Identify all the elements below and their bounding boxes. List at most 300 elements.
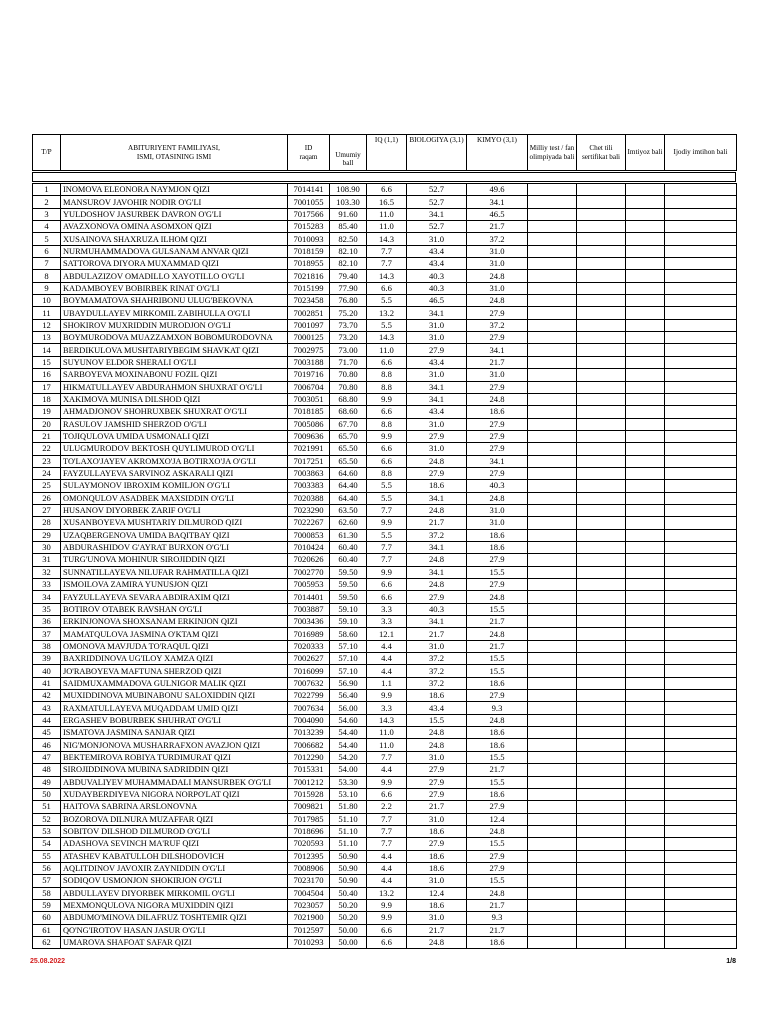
empty-cell bbox=[528, 504, 577, 516]
chemistry-score: 24.8 bbox=[467, 492, 528, 504]
empty-cell bbox=[577, 270, 626, 282]
table-row bbox=[33, 887, 737, 899]
empty-cell bbox=[626, 430, 665, 442]
iq-score: 4.4 bbox=[367, 875, 407, 887]
row-number: 29 bbox=[33, 529, 61, 541]
row-number: 28 bbox=[33, 517, 61, 529]
iq-score: 14.3 bbox=[367, 332, 407, 344]
iq-score: 4.4 bbox=[367, 850, 407, 862]
chemistry-score: 34.1 bbox=[467, 196, 528, 208]
total-score: 56.90 bbox=[330, 677, 367, 689]
iq-score: 7.7 bbox=[367, 554, 407, 566]
empty-cell bbox=[528, 233, 577, 245]
empty-cell bbox=[577, 295, 626, 307]
student-name: SHOKIROV MUXRIDDIN MURODJON O'G'LI bbox=[61, 319, 288, 331]
empty-cell bbox=[665, 653, 737, 665]
student-id: 7003051 bbox=[288, 393, 330, 405]
biology-score: 43.4 bbox=[407, 258, 467, 270]
biology-score: 12.4 bbox=[407, 887, 467, 899]
iq-score: 9.9 bbox=[367, 430, 407, 442]
empty-cell bbox=[528, 813, 577, 825]
empty-cell bbox=[626, 702, 665, 714]
empty-cell bbox=[626, 862, 665, 874]
empty-cell bbox=[665, 850, 737, 862]
total-score: 51.10 bbox=[330, 838, 367, 850]
total-score: 73.20 bbox=[330, 332, 367, 344]
chemistry-score: 9.3 bbox=[467, 702, 528, 714]
student-name: AQLITDINOV JAVOXIR ZAYNIDDIN O'G'LI bbox=[61, 862, 288, 874]
total-score: 103.30 bbox=[330, 196, 367, 208]
row-number: 58 bbox=[33, 887, 61, 899]
empty-cell bbox=[528, 455, 577, 467]
empty-cell bbox=[528, 221, 577, 233]
student-name: BOTIROV OTABEK RAVSHAN O'G'LI bbox=[61, 603, 288, 615]
student-name: AVAZXONOVA OMINA ASOMXON QIZI bbox=[61, 221, 288, 233]
biology-score: 43.4 bbox=[407, 406, 467, 418]
iq-score: 6.6 bbox=[367, 591, 407, 603]
student-name: AHMADJONOV SHOHRUXBEK SHUXRAT O'G'LI bbox=[61, 406, 288, 418]
student-name: ABDURASHIDOV G'AYRAT BURXON O'G'LI bbox=[61, 541, 288, 553]
row-number: 19 bbox=[33, 406, 61, 418]
empty-cell bbox=[665, 406, 737, 418]
empty-cell bbox=[577, 579, 626, 591]
chemistry-score: 18.6 bbox=[467, 677, 528, 689]
biology-score: 34.1 bbox=[407, 492, 467, 504]
empty-cell bbox=[626, 332, 665, 344]
biology-score: 21.7 bbox=[407, 628, 467, 640]
row-number: 10 bbox=[33, 295, 61, 307]
total-score: 60.40 bbox=[330, 541, 367, 553]
student-name: HUSANOV DIYORBEK ZARIF O'G'LI bbox=[61, 504, 288, 516]
table-row bbox=[33, 282, 737, 294]
empty-cell bbox=[626, 554, 665, 566]
row-number: 20 bbox=[33, 418, 61, 430]
empty-cell bbox=[665, 776, 737, 788]
biology-score: 31.0 bbox=[407, 443, 467, 455]
table-row bbox=[33, 714, 737, 726]
iq-score: 11.0 bbox=[367, 727, 407, 739]
student-id: 7009821 bbox=[288, 801, 330, 813]
student-id: 7022799 bbox=[288, 690, 330, 702]
student-id: 7016099 bbox=[288, 665, 330, 677]
student-id: 7017566 bbox=[288, 208, 330, 220]
empty-cell bbox=[528, 690, 577, 702]
chemistry-score: 15.5 bbox=[467, 776, 528, 788]
student-name: ABDULLAYEV DIYORBEK MIRKOMIL O'G'LI bbox=[61, 887, 288, 899]
iq-score: 6.6 bbox=[367, 356, 407, 368]
empty-cell bbox=[626, 196, 665, 208]
student-name: HAITOVA SABRINA ARSLONOVNA bbox=[61, 801, 288, 813]
table-row bbox=[33, 838, 737, 850]
empty-cell bbox=[528, 245, 577, 257]
biology-score: 18.6 bbox=[407, 690, 467, 702]
chemistry-score: 24.8 bbox=[467, 295, 528, 307]
table-row bbox=[33, 369, 737, 381]
total-score: 58.60 bbox=[330, 628, 367, 640]
student-id: 7012290 bbox=[288, 751, 330, 763]
student-id: 7020388 bbox=[288, 492, 330, 504]
student-id: 7001055 bbox=[288, 196, 330, 208]
empty-cell bbox=[665, 554, 737, 566]
empty-cell bbox=[528, 467, 577, 479]
empty-cell bbox=[626, 221, 665, 233]
student-id: 7003863 bbox=[288, 467, 330, 479]
empty-cell bbox=[665, 418, 737, 430]
student-name: MUXIDDINOVA MUBINABONU SALOXIDDIN QIZI bbox=[61, 690, 288, 702]
student-id: 7010093 bbox=[288, 233, 330, 245]
biology-score: 27.9 bbox=[407, 430, 467, 442]
empty-cell bbox=[626, 887, 665, 899]
empty-cell bbox=[577, 702, 626, 714]
student-id: 7016989 bbox=[288, 628, 330, 640]
iq-score: 5.5 bbox=[367, 295, 407, 307]
total-score: 59.50 bbox=[330, 579, 367, 591]
iq-score: 4.4 bbox=[367, 665, 407, 677]
student-id: 7001097 bbox=[288, 319, 330, 331]
empty-cell bbox=[626, 406, 665, 418]
iq-score: 8.8 bbox=[367, 467, 407, 479]
empty-cell bbox=[665, 492, 737, 504]
biology-score: 27.9 bbox=[407, 591, 467, 603]
biology-score: 34.1 bbox=[407, 616, 467, 628]
biology-score: 27.9 bbox=[407, 764, 467, 776]
student-id: 7012395 bbox=[288, 850, 330, 862]
iq-score: 16.5 bbox=[367, 196, 407, 208]
empty-cell bbox=[528, 936, 577, 948]
student-name: ULUGMURODOV BEKTOSH QUYLIMUROD O'G'LI bbox=[61, 443, 288, 455]
student-id: 7000853 bbox=[288, 529, 330, 541]
empty-cell bbox=[528, 529, 577, 541]
iq-score: 4.4 bbox=[367, 764, 407, 776]
empty-cell bbox=[665, 184, 737, 196]
student-name: XUSAINOVA SHAXRUZA ILHOM QIZI bbox=[61, 233, 288, 245]
table-row bbox=[33, 776, 737, 788]
student-name: RASULOV JAMSHID SHERZOD O'G'LI bbox=[61, 418, 288, 430]
empty-cell bbox=[665, 739, 737, 751]
student-name: SAIDMUXAMMADOVA GULNIGOR MALIK QIZI bbox=[61, 677, 288, 689]
empty-cell bbox=[577, 480, 626, 492]
empty-cell bbox=[528, 517, 577, 529]
empty-cell bbox=[626, 677, 665, 689]
empty-cell bbox=[665, 751, 737, 763]
empty-cell bbox=[626, 825, 665, 837]
student-name: UBAYDULLAYEV MIRKOMIL ZABIHULLA O'G'LI bbox=[61, 307, 288, 319]
empty-cell bbox=[665, 813, 737, 825]
total-score: 82.10 bbox=[330, 245, 367, 257]
chemistry-score: 40.3 bbox=[467, 480, 528, 492]
empty-cell bbox=[665, 912, 737, 924]
empty-cell bbox=[626, 579, 665, 591]
row-number: 18 bbox=[33, 393, 61, 405]
col-header-privilege: Imtiyoz bali bbox=[626, 135, 665, 171]
empty-cell bbox=[626, 788, 665, 800]
student-id: 7001212 bbox=[288, 776, 330, 788]
table-row bbox=[33, 813, 737, 825]
empty-cell bbox=[528, 776, 577, 788]
empty-cell bbox=[665, 258, 737, 270]
biology-score: 43.4 bbox=[407, 356, 467, 368]
biology-score: 43.4 bbox=[407, 245, 467, 257]
total-score: 51.10 bbox=[330, 825, 367, 837]
iq-score: 4.4 bbox=[367, 862, 407, 874]
biology-score: 21.7 bbox=[407, 924, 467, 936]
empty-cell bbox=[665, 825, 737, 837]
empty-cell bbox=[665, 566, 737, 578]
chemistry-score: 24.8 bbox=[467, 591, 528, 603]
chemistry-score: 24.8 bbox=[467, 628, 528, 640]
row-number: 44 bbox=[33, 714, 61, 726]
biology-score: 31.0 bbox=[407, 233, 467, 245]
total-score: 77.90 bbox=[330, 282, 367, 294]
empty-cell bbox=[528, 579, 577, 591]
table-row bbox=[33, 245, 737, 257]
iq-score: 7.7 bbox=[367, 541, 407, 553]
row-number: 50 bbox=[33, 788, 61, 800]
table-row bbox=[33, 356, 737, 368]
row-number: 31 bbox=[33, 554, 61, 566]
student-id: 7021991 bbox=[288, 443, 330, 455]
iq-score: 3.3 bbox=[367, 603, 407, 615]
iq-score: 7.7 bbox=[367, 258, 407, 270]
empty-cell bbox=[577, 233, 626, 245]
student-id: 7022267 bbox=[288, 517, 330, 529]
total-score: 65.70 bbox=[330, 430, 367, 442]
total-score: 62.60 bbox=[330, 517, 367, 529]
table-row bbox=[33, 233, 737, 245]
student-name: XUDAYBERDIYEVA NIGORA NORPO'LAT QIZI bbox=[61, 788, 288, 800]
empty-cell bbox=[528, 393, 577, 405]
row-number: 4 bbox=[33, 221, 61, 233]
iq-score: 2.2 bbox=[367, 801, 407, 813]
student-name: RAXMATULLAYEVA MUQADDAM UMID QIZI bbox=[61, 702, 288, 714]
table-row bbox=[33, 517, 737, 529]
student-id: 7018185 bbox=[288, 406, 330, 418]
empty-cell bbox=[665, 233, 737, 245]
total-score: 50.40 bbox=[330, 887, 367, 899]
empty-cell bbox=[626, 443, 665, 455]
student-name: ABDULAZIZOV OMADILLO XAYOTILLO O'G'LI bbox=[61, 270, 288, 282]
empty-cell bbox=[577, 504, 626, 516]
empty-cell bbox=[577, 307, 626, 319]
empty-cell bbox=[626, 591, 665, 603]
empty-cell bbox=[665, 862, 737, 874]
empty-cell bbox=[665, 887, 737, 899]
empty-cell bbox=[577, 541, 626, 553]
iq-score: 4.4 bbox=[367, 640, 407, 652]
row-number: 23 bbox=[33, 455, 61, 467]
biology-score: 31.0 bbox=[407, 813, 467, 825]
total-score: 54.40 bbox=[330, 739, 367, 751]
empty-cell bbox=[577, 517, 626, 529]
empty-cell bbox=[626, 912, 665, 924]
empty-cell bbox=[626, 875, 665, 887]
empty-cell bbox=[626, 504, 665, 516]
empty-cell bbox=[626, 727, 665, 739]
total-score: 79.40 bbox=[330, 270, 367, 282]
biology-score: 37.2 bbox=[407, 529, 467, 541]
student-id: 7002851 bbox=[288, 307, 330, 319]
chemistry-score: 37.2 bbox=[467, 319, 528, 331]
student-id: 7014141 bbox=[288, 184, 330, 196]
row-number: 49 bbox=[33, 776, 61, 788]
student-name: SOBITOV DILSHOD DILMUROD O'G'LI bbox=[61, 825, 288, 837]
empty-cell bbox=[626, 899, 665, 911]
student-name: HIKMATULLAYEV ABDURAHMON SHUXRAT O'G'LI bbox=[61, 381, 288, 393]
row-number: 39 bbox=[33, 653, 61, 665]
row-number: 59 bbox=[33, 899, 61, 911]
empty-cell bbox=[577, 739, 626, 751]
student-id: 7019716 bbox=[288, 369, 330, 381]
student-id: 7010424 bbox=[288, 541, 330, 553]
total-score: 54.20 bbox=[330, 751, 367, 763]
header-table bbox=[32, 134, 737, 171]
empty-cell bbox=[577, 912, 626, 924]
biology-score: 34.1 bbox=[407, 393, 467, 405]
empty-cell bbox=[577, 258, 626, 270]
chemistry-score: 27.9 bbox=[467, 690, 528, 702]
row-number: 40 bbox=[33, 665, 61, 677]
empty-cell bbox=[577, 455, 626, 467]
biology-score: 37.2 bbox=[407, 653, 467, 665]
empty-cell bbox=[528, 838, 577, 850]
iq-score: 4.4 bbox=[367, 653, 407, 665]
empty-cell bbox=[626, 850, 665, 862]
empty-cell bbox=[626, 653, 665, 665]
row-number: 51 bbox=[33, 801, 61, 813]
student-id: 7017251 bbox=[288, 455, 330, 467]
biology-score: 31.0 bbox=[407, 418, 467, 430]
biology-score: 31.0 bbox=[407, 912, 467, 924]
empty-cell bbox=[626, 319, 665, 331]
student-id: 7015331 bbox=[288, 764, 330, 776]
row-number: 17 bbox=[33, 381, 61, 393]
table-row bbox=[33, 899, 737, 911]
empty-cell bbox=[665, 640, 737, 652]
total-score: 54.40 bbox=[330, 727, 367, 739]
empty-cell bbox=[528, 344, 577, 356]
empty-cell bbox=[665, 467, 737, 479]
empty-cell bbox=[665, 838, 737, 850]
student-id: 7012597 bbox=[288, 924, 330, 936]
table-row bbox=[33, 912, 737, 924]
total-score: 64.40 bbox=[330, 492, 367, 504]
empty-cell bbox=[626, 690, 665, 702]
empty-cell bbox=[528, 307, 577, 319]
row-number: 48 bbox=[33, 764, 61, 776]
row-number: 34 bbox=[33, 591, 61, 603]
student-name: UMAROVA SHAFOAT SAFAR QIZI bbox=[61, 936, 288, 948]
student-id: 7018955 bbox=[288, 258, 330, 270]
empty-cell bbox=[577, 825, 626, 837]
biology-score: 34.1 bbox=[407, 541, 467, 553]
biology-score: 18.6 bbox=[407, 862, 467, 874]
empty-cell bbox=[528, 406, 577, 418]
empty-cell bbox=[528, 591, 577, 603]
biology-score: 52.7 bbox=[407, 184, 467, 196]
total-score: 76.80 bbox=[330, 295, 367, 307]
student-name: ABDUVALIYEV MUHAMMADALI MANSURBEK O'G'LI bbox=[61, 776, 288, 788]
row-number: 5 bbox=[33, 233, 61, 245]
iq-score: 6.6 bbox=[367, 579, 407, 591]
chemistry-score: 21.7 bbox=[467, 616, 528, 628]
empty-cell bbox=[665, 270, 737, 282]
empty-cell bbox=[577, 640, 626, 652]
total-score: 59.10 bbox=[330, 616, 367, 628]
table-row bbox=[33, 492, 737, 504]
empty-cell bbox=[528, 603, 577, 615]
biology-score: 27.9 bbox=[407, 344, 467, 356]
empty-cell bbox=[626, 184, 665, 196]
student-id: 7020626 bbox=[288, 554, 330, 566]
empty-cell bbox=[626, 208, 665, 220]
chemistry-score: 18.6 bbox=[467, 739, 528, 751]
student-name: BAXRIDDINOVA UG'ILOY XAMZA QIZI bbox=[61, 653, 288, 665]
empty-cell bbox=[528, 899, 577, 911]
empty-cell bbox=[626, 924, 665, 936]
total-score: 65.50 bbox=[330, 443, 367, 455]
empty-cell bbox=[626, 628, 665, 640]
student-id: 7015928 bbox=[288, 788, 330, 800]
student-name: UZAQBERGENOVA UMIDA BAQITBAY QIZI bbox=[61, 529, 288, 541]
empty-cell bbox=[626, 764, 665, 776]
total-score: 75.20 bbox=[330, 307, 367, 319]
total-score: 68.60 bbox=[330, 406, 367, 418]
student-name: QO'NG'IROTOV HASAN JASUR O'G'LI bbox=[61, 924, 288, 936]
empty-cell bbox=[626, 665, 665, 677]
biology-score: 37.2 bbox=[407, 677, 467, 689]
student-name: TOJIQULOVA UMIDA USMONALI QIZI bbox=[61, 430, 288, 442]
chemistry-score: 27.9 bbox=[467, 850, 528, 862]
student-id: 7003887 bbox=[288, 603, 330, 615]
total-score: 57.10 bbox=[330, 653, 367, 665]
biology-score: 21.7 bbox=[407, 801, 467, 813]
student-id: 7002770 bbox=[288, 566, 330, 578]
iq-score: 7.7 bbox=[367, 813, 407, 825]
empty-cell bbox=[577, 653, 626, 665]
student-name: ABDUMO'MINOVA DILAFRUZ TOSHTEMIR QIZI bbox=[61, 912, 288, 924]
student-name: SIROJIDDINOVA MUBINA SADRIDDIN QIZI bbox=[61, 764, 288, 776]
row-number: 13 bbox=[33, 332, 61, 344]
student-name: ATASHEV KABATULLOH DILSHODOVICH bbox=[61, 850, 288, 862]
student-id: 7007632 bbox=[288, 677, 330, 689]
total-score: 50.90 bbox=[330, 862, 367, 874]
total-score: 70.80 bbox=[330, 381, 367, 393]
results-table bbox=[32, 183, 737, 949]
biology-score: 18.6 bbox=[407, 850, 467, 862]
student-name: MEXMONQULOVA NIGORA MUXIDDIN QIZI bbox=[61, 899, 288, 911]
empty-cell bbox=[528, 677, 577, 689]
biology-score: 34.1 bbox=[407, 208, 467, 220]
empty-cell bbox=[528, 258, 577, 270]
row-number: 7 bbox=[33, 258, 61, 270]
empty-cell bbox=[577, 566, 626, 578]
empty-cell bbox=[528, 924, 577, 936]
iq-score: 6.6 bbox=[367, 282, 407, 294]
total-score: 53.30 bbox=[330, 776, 367, 788]
iq-score: 13.2 bbox=[367, 887, 407, 899]
table-row bbox=[33, 640, 737, 652]
student-id: 7023170 bbox=[288, 875, 330, 887]
empty-cell bbox=[577, 393, 626, 405]
empty-cell bbox=[577, 887, 626, 899]
total-score: 73.00 bbox=[330, 344, 367, 356]
row-number: 52 bbox=[33, 813, 61, 825]
col-header-olympiad: Milliy test / fan olimpiyada bali bbox=[528, 135, 577, 171]
empty-cell bbox=[665, 727, 737, 739]
student-id: 7010293 bbox=[288, 936, 330, 948]
total-score: 85.40 bbox=[330, 221, 367, 233]
table-row bbox=[33, 504, 737, 516]
